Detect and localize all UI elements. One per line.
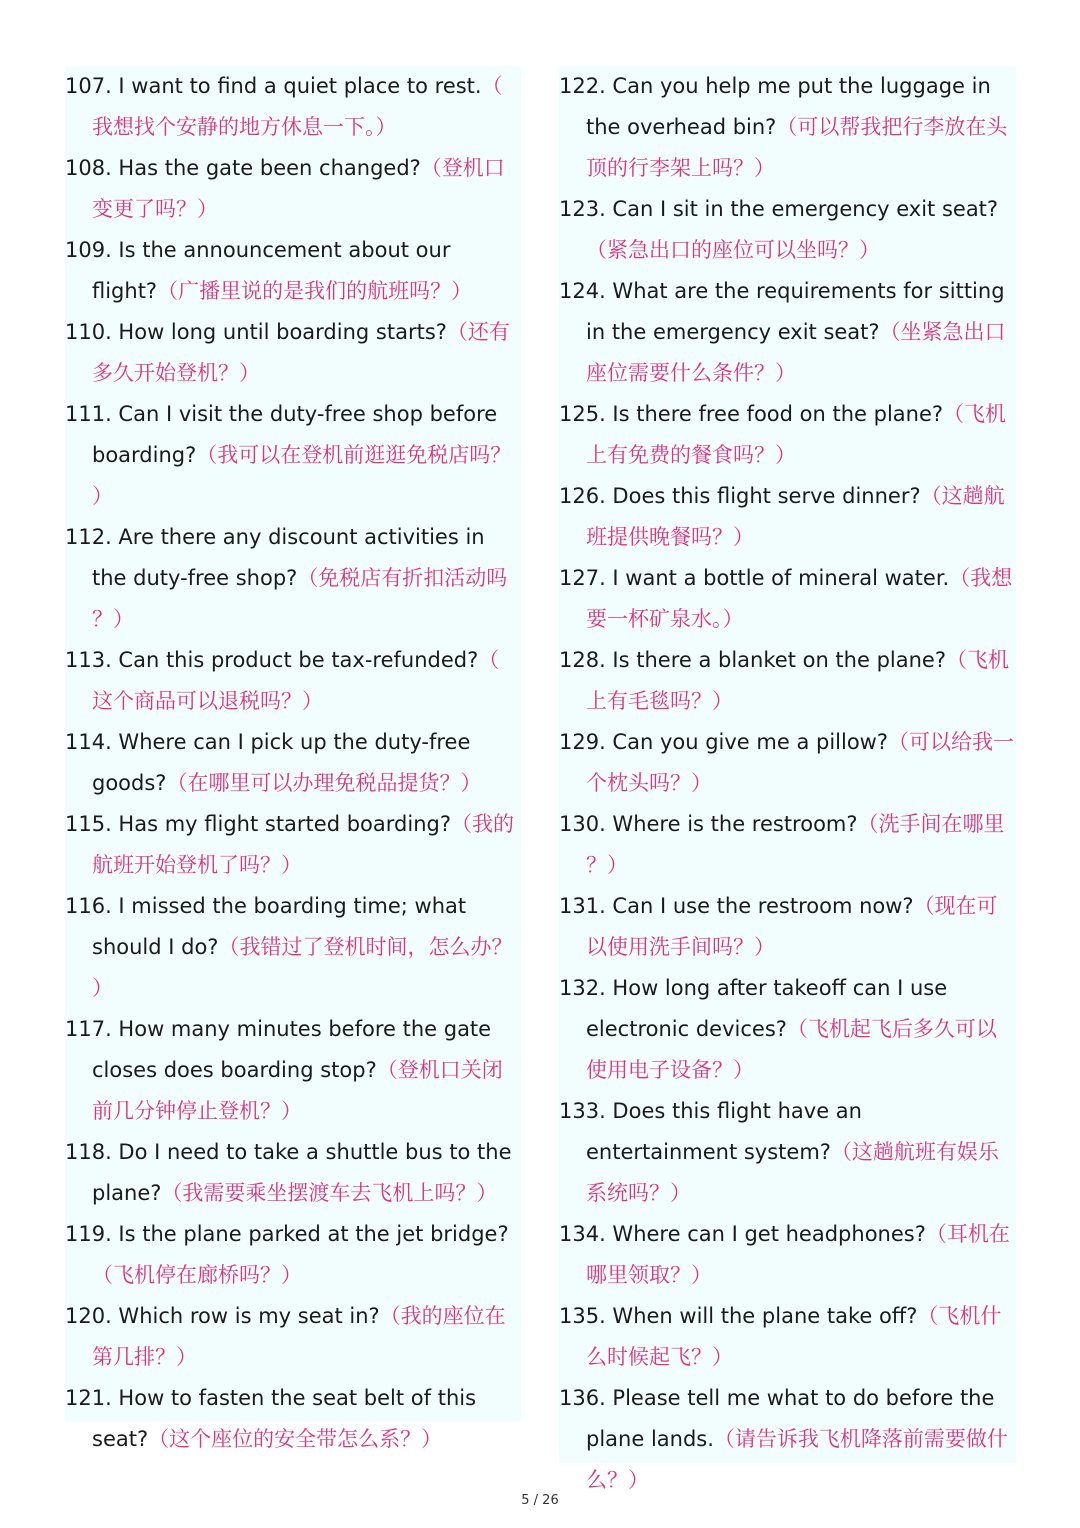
- chinese-translation: （这趟航班有娱乐: [830, 1140, 999, 1164]
- phrase-line: [92, 271, 472, 312]
- chinese-translation: （在哪里可以办理免税品提货？）: [166, 771, 482, 795]
- chinese-translation: 哪里领取？）: [586, 1263, 712, 1287]
- english-text: seat?: [92, 1427, 149, 1451]
- chinese-translation: （请告诉我飞机降落前需要做什: [713, 1427, 1008, 1451]
- phrase-line: [586, 107, 1007, 148]
- english-text: 107. I want to find a quiet place to rest.: [65, 74, 482, 98]
- chinese-translation: 系统吗？）: [586, 1181, 691, 1205]
- phrase-line: [92, 927, 512, 968]
- english-text: 134. Where can I get headphones?: [559, 1222, 926, 1246]
- chinese-translation: （广播里说的是我们的航班吗？）: [157, 279, 473, 303]
- english-text: 125. Is there free food on the plane?: [559, 402, 944, 426]
- chinese-translation: （: [481, 74, 503, 98]
- phrase-line: [65, 1009, 491, 1050]
- phrase-line: [92, 435, 511, 476]
- chinese-translation: （耳机在: [925, 1222, 1010, 1246]
- phrase-line: [92, 763, 481, 804]
- english-text: 108. Has the gate been changed?: [65, 156, 421, 180]
- phrase-line: [65, 1132, 512, 1173]
- chinese-translation: （现在可: [913, 894, 998, 918]
- phrase-line: [586, 1419, 1008, 1460]
- phrase-line: [559, 394, 1006, 435]
- phrase-line: [65, 230, 450, 271]
- phrase-line: [92, 189, 218, 230]
- chinese-translation: 多久开始登机？）: [92, 361, 260, 385]
- chinese-translation: 要一杯矿泉水。）: [586, 607, 744, 631]
- phrase-line: [65, 1378, 476, 1419]
- english-text: 129. Can you give me a pillow?: [559, 730, 888, 754]
- phrase-line: [92, 1173, 497, 1214]
- phrase-line: [559, 1091, 862, 1132]
- english-text: in the emergency exit seat?: [586, 320, 880, 344]
- phrase-line: [559, 804, 1005, 845]
- chinese-translation: 变更了吗？）: [92, 197, 218, 221]
- chinese-translation: （飞机什: [917, 1304, 1002, 1328]
- english-text: 133. Does this flight have an: [559, 1099, 862, 1123]
- phrase-line: [92, 1419, 442, 1460]
- chinese-translation: 以使用洗手间吗？）: [586, 935, 775, 959]
- page-number: 5 / 26: [521, 1493, 559, 1508]
- chinese-translation: （免税店有折扣活动吗: [297, 566, 508, 590]
- chinese-translation: （登机口关闭: [376, 1058, 503, 1082]
- chinese-translation: （: [478, 648, 500, 672]
- english-text: 111. Can I visit the duty-free shop before: [65, 402, 498, 426]
- phrase-line: [586, 1173, 691, 1214]
- phrase-line: [586, 517, 754, 558]
- chinese-translation: 上有免费的餐食吗？）: [586, 443, 796, 467]
- chinese-translation: 上有毛毯吗？）: [586, 689, 733, 713]
- phrase-line: [559, 558, 1012, 599]
- phrase-line: [92, 1337, 197, 1378]
- phrase-line: [586, 1009, 997, 1050]
- phrase-line: [559, 66, 991, 107]
- chinese-translation: （飞机: [945, 648, 1009, 672]
- chinese-translation: （飞机停在廊桥吗？）: [92, 1263, 302, 1287]
- english-text: electronic devices?: [586, 1017, 787, 1041]
- english-text: 119. Is the plane parked at the jet bridge?: [65, 1222, 509, 1246]
- phrase-line: [586, 353, 796, 394]
- phrase-line: [586, 681, 733, 722]
- phrase-line: [92, 599, 134, 640]
- english-text: 130. Where is the restroom?: [559, 812, 858, 836]
- phrase-line: [65, 640, 499, 681]
- english-text: 115. Has my flight started boarding?: [65, 812, 451, 836]
- phrase-line: [559, 1378, 994, 1419]
- phrase-line: [559, 886, 998, 927]
- chinese-translation: （坐紧急出口: [879, 320, 1006, 344]
- chinese-translation: ？）: [92, 607, 134, 631]
- chinese-translation: （我需要乘坐摆渡车去飞机上吗？）: [161, 1181, 498, 1205]
- chinese-translation: 使用电子设备？）: [586, 1058, 754, 1082]
- english-text: closes does boarding stop?: [92, 1058, 377, 1082]
- phrase-line: [92, 968, 113, 1009]
- chinese-translation: （我可以在登机前逛逛免税店吗？: [196, 443, 512, 467]
- chinese-translation: 顶的行李架上吗？）: [586, 156, 775, 180]
- phrase-line: [586, 763, 712, 804]
- chinese-translation: （我想: [949, 566, 1013, 590]
- english-text: 117. How many minutes before the gate: [65, 1017, 492, 1041]
- english-text: 120. Which row is my seat in?: [65, 1304, 380, 1328]
- chinese-translation: 第几排？）: [92, 1345, 197, 1369]
- chinese-translation: （可以帮我把行李放在头: [776, 115, 1008, 139]
- phrase-line: [586, 435, 796, 476]
- phrase-line: [65, 804, 514, 845]
- chinese-translation: （登机口: [420, 156, 505, 180]
- english-text: the duty-free shop?: [92, 566, 298, 590]
- phrase-line: [559, 640, 1009, 681]
- english-text: entertainment system?: [586, 1140, 831, 1164]
- phrase-line: [586, 1337, 733, 1378]
- phrase-line: [586, 599, 744, 640]
- phrase-line: [586, 230, 880, 271]
- phrase-line: [92, 558, 507, 599]
- chinese-translation: 么？）: [586, 1468, 649, 1492]
- phrase-line: [559, 476, 1005, 517]
- english-text: 131. Can I use the restroom now?: [559, 894, 914, 918]
- chinese-translation: 这个商品可以退税吗？）: [92, 689, 323, 713]
- english-text: 114. Where can I pick up the duty-free: [65, 730, 471, 754]
- chinese-translation: （还有: [446, 320, 510, 344]
- column-left: [65, 66, 521, 1451]
- english-text: 121. How to fasten the seat belt of this: [65, 1386, 477, 1410]
- chinese-translation: （紧急出口的座位可以坐吗？）: [586, 238, 880, 262]
- phrase-line: [559, 722, 1014, 763]
- chinese-translation: （可以给我一: [888, 730, 1014, 754]
- chinese-translation: ）: [92, 976, 113, 1000]
- english-text: 123. Can I sit in the emergency exit seat?: [559, 197, 999, 221]
- phrase-line: [65, 722, 470, 763]
- chinese-translation: 前几分钟停止登机？）: [92, 1099, 302, 1123]
- chinese-translation: 座位需要什么条件？）: [586, 361, 796, 385]
- phrase-line: [92, 353, 260, 394]
- phrase-line: [559, 968, 947, 1009]
- phrase-line: [559, 1296, 1001, 1337]
- english-text: 122. Can you help me put the luggage in: [559, 74, 991, 98]
- phrase-line: [92, 476, 113, 517]
- english-text: 135. When will the plane take off?: [559, 1304, 918, 1328]
- chinese-translation: （洗手间在哪里: [857, 812, 1005, 836]
- phrase-line: [65, 886, 466, 927]
- english-text: 118. Do I need to take a shuttle bus to the: [65, 1140, 512, 1164]
- phrase-line: [586, 1255, 712, 1296]
- english-text: 110. How long until boarding starts?: [65, 320, 447, 344]
- chinese-translation: 个枕头吗？）: [586, 771, 712, 795]
- phrase-line: [65, 66, 503, 107]
- chinese-translation: ？）: [586, 853, 628, 877]
- english-text: flight?: [92, 279, 158, 303]
- chinese-translation: （这趟航: [920, 484, 1005, 508]
- phrase-line: [586, 845, 628, 886]
- phrase-line: [586, 312, 1006, 353]
- chinese-translation: （我错过了登机时间，怎么办？: [218, 935, 513, 959]
- english-text: 136. Please tell me what to do before the: [559, 1386, 995, 1410]
- phrase-line: [92, 681, 323, 722]
- english-text: 113. Can this product be tax-refunded?: [65, 648, 479, 672]
- english-text: 109. Is the announcement about our: [65, 238, 451, 262]
- chinese-translation: 么时候起飞？）: [586, 1345, 733, 1369]
- phrase-line: [92, 1091, 302, 1132]
- chinese-translation: （飞机起飞后多久可以: [786, 1017, 997, 1041]
- chinese-translation: （这个座位的安全带怎么系？）: [148, 1427, 443, 1451]
- english-text: boarding?: [92, 443, 197, 467]
- phrase-line: [559, 1214, 1010, 1255]
- chinese-translation: 我想找个安静的地方休息一下。）: [92, 115, 397, 139]
- english-text: 132. How long after takeoff can I use: [559, 976, 948, 1000]
- chinese-translation: 航班开始登机了吗？）: [92, 853, 302, 877]
- phrase-line: [65, 517, 485, 558]
- english-text: goods?: [92, 771, 167, 795]
- english-text: 112. Are there any discount activities in: [65, 525, 485, 549]
- english-text: the overhead bin?: [586, 115, 777, 139]
- phrase-line: [65, 394, 497, 435]
- english-text: plane lands.: [586, 1427, 714, 1451]
- phrase-line: [92, 1255, 302, 1296]
- english-text: 116. I missed the boarding time; what: [65, 894, 467, 918]
- phrase-line: [65, 1296, 506, 1337]
- phrase-line: [586, 1132, 999, 1173]
- chinese-translation: （飞机: [943, 402, 1007, 426]
- chinese-translation: 班提供晚餐吗？）: [586, 525, 754, 549]
- english-text: should I do?: [92, 935, 219, 959]
- phrase-line: [586, 1050, 754, 1091]
- english-text: 126. Does this flight serve dinner?: [559, 484, 921, 508]
- phrase-line: [92, 845, 302, 886]
- chinese-translation: ）: [92, 484, 113, 508]
- english-text: 127. I want a bottle of mineral water.: [559, 566, 950, 590]
- phrase-line: [92, 107, 397, 148]
- phrase-line: [586, 148, 775, 189]
- phrase-line: [65, 148, 505, 189]
- phrase-line: [65, 312, 510, 353]
- phrase-line: [559, 271, 1005, 312]
- chinese-translation: （我的座位在: [379, 1304, 506, 1328]
- phrase-line: [559, 189, 998, 230]
- english-text: 128. Is there a blanket on the plane?: [559, 648, 946, 672]
- english-text: 124. What are the requirements for sitting: [559, 279, 1005, 303]
- english-text: plane?: [92, 1181, 162, 1205]
- chinese-translation: （我的: [450, 812, 514, 836]
- phrase-line: [65, 1214, 509, 1255]
- phrase-line: [586, 927, 775, 968]
- column-right: [559, 66, 1016, 1492]
- phrase-line: [92, 1050, 503, 1091]
